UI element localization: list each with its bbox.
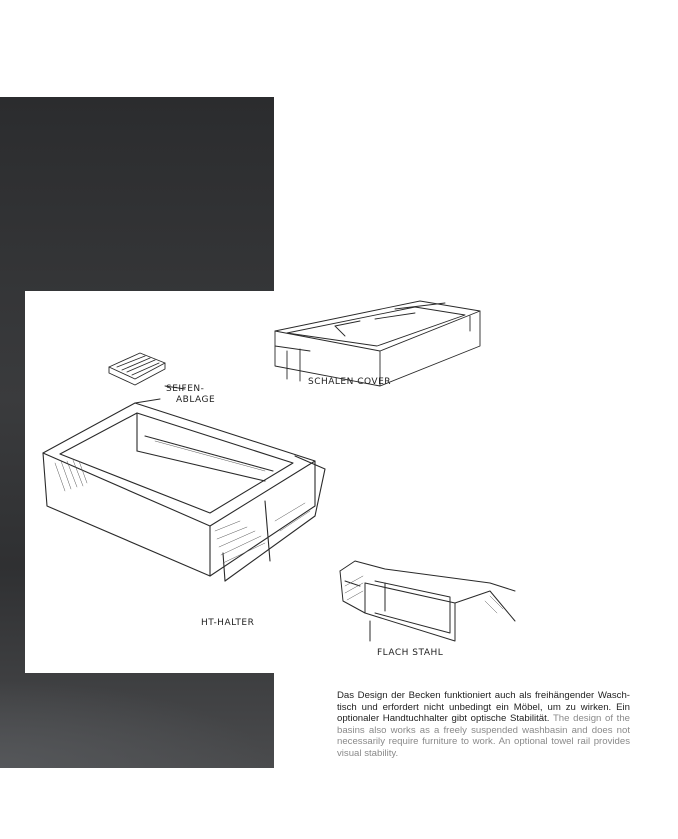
flat-steel-detail-sketch (340, 561, 515, 641)
label-ht-halter: HT-HALTER (201, 618, 255, 628)
label-seifen-line1: SEIFEN- (166, 384, 205, 394)
caption-english: The design of the basins also works as a freely suspended washbasin and does not necessarily require furniture to work. An optional towel rail provides visual stability. (337, 713, 631, 759)
caption-german: Das Design der Becken funktioniert auch als freihängender Wasch-tisch und erfordert nicht unbedingt ein Möbel, um zu wirken. Ein optionaler Handtuchhalter gibt optische Stabilität. (337, 690, 630, 725)
label-schalen-cover: SCHALEN COVER (308, 377, 392, 387)
label-seifen-ablage (166, 384, 215, 405)
caption-text (337, 690, 630, 760)
main-basin-sketch (43, 399, 325, 581)
sketch-drawing (25, 291, 520, 673)
sketch-svg (25, 291, 520, 673)
label-seifen-line2: ABLAGE (176, 395, 216, 405)
label-flach-stahl: FLACH STAHL (377, 648, 444, 658)
dark-panel-shading (0, 680, 274, 768)
top-right-basin-sketch (275, 301, 480, 386)
